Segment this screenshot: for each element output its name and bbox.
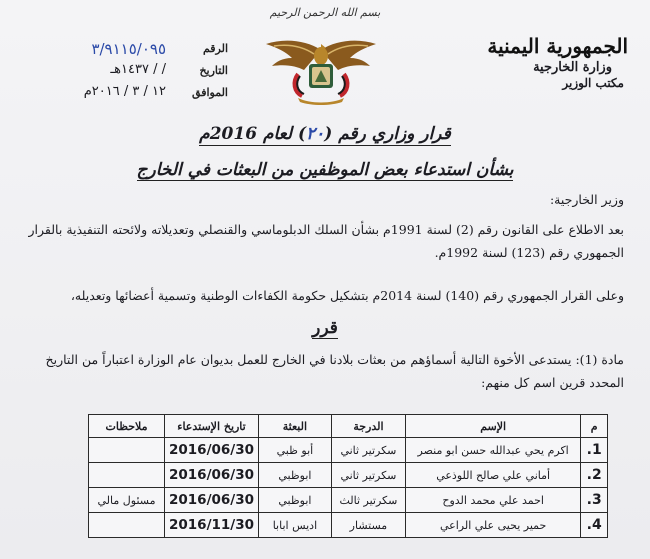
- recall-date: 2016/11/30: [165, 513, 259, 538]
- employee-mission: أبو ظبي: [259, 438, 332, 463]
- employee-rank: سكرتير ثاني: [331, 463, 405, 488]
- col-header-mission: البعثة: [259, 415, 332, 438]
- letterhead: [438, 34, 628, 90]
- employee-name: احمد علي محمد الدوح: [406, 488, 581, 513]
- recall-date: 2016/06/30: [165, 463, 259, 488]
- recall-date: 2016/06/30: [165, 488, 259, 513]
- employee-mission: ابوظبي: [259, 488, 332, 513]
- employee-mission: ابوظبي: [259, 463, 332, 488]
- table-row: [89, 463, 608, 488]
- row-number: 1.: [581, 438, 608, 463]
- gregorian-date-row: [28, 84, 228, 106]
- eagle-emblem-icon: [262, 34, 380, 106]
- employee-rank: سكرتير ثالث: [331, 488, 405, 513]
- table-row: [89, 438, 608, 463]
- decree-reference-paragraph: وعلى القرار الجمهوري رقم (140) لسنة 2014م بتشكيل حكومة الكفاءات الوطنية وتسمية أعضائها وتعديله،: [70, 288, 624, 303]
- recall-date: 2016/06/30: [165, 438, 259, 463]
- table-row: [89, 488, 608, 513]
- resolution-heading: قرر: [312, 318, 338, 338]
- article-one: مادة (1): يستدعى الأخوة التالية أسماؤهم من بعثات بلادنا في الخارج للعمل بديوان عام الوزارة اعتباراً من التاريخ المحدد قرين اسم كل منهم:: [45, 352, 624, 390]
- employee-note: [89, 513, 165, 538]
- basmala: بسم الله الرحمن الرحيم: [269, 6, 381, 19]
- republic-name: الجمهورية اليمنية: [487, 34, 628, 58]
- decree-title: قرار وزاري رقم (٢٠) لعام 2016م: [199, 124, 451, 144]
- employee-name: اكرم يحي عبدالله حسن ابو منصر: [406, 438, 581, 463]
- hijri-date-value: / / ١٤٣٧هـ: [110, 62, 166, 77]
- decree-subtitle: بشأن استدعاء بعض الموظفين من البعثات في الخارج: [136, 160, 514, 180]
- employee-rank: سكرتير ثاني: [331, 438, 405, 463]
- row-number: 4.: [581, 513, 608, 538]
- row-number: 2.: [581, 463, 608, 488]
- employee-name: حمير يحيى علي الراعي: [406, 513, 581, 538]
- reference-block: [28, 40, 228, 106]
- col-header-rank: الدرجة: [331, 415, 405, 438]
- col-header-notes: ملاحظات: [89, 415, 165, 438]
- reference-number-row: [28, 40, 228, 62]
- employee-mission: اديس ابابا: [259, 513, 332, 538]
- col-header-number: م: [581, 415, 608, 438]
- col-header-name: الإسم: [406, 415, 581, 438]
- table-header-row: [89, 415, 608, 438]
- reference-label: الرقم: [202, 42, 228, 55]
- employee-rank: مستشار: [331, 513, 405, 538]
- hijri-date-label: التاريخ: [199, 64, 228, 77]
- office-name: مكتب الوزير: [562, 76, 624, 90]
- recall-table: [88, 414, 608, 538]
- decree-number: ٢٠: [306, 124, 325, 144]
- gregorian-date-label: الموافق: [192, 86, 228, 99]
- col-header-recall-date: تاريخ الإستدعاء: [165, 415, 259, 438]
- addressee: وزير الخارجية:: [549, 192, 624, 207]
- row-number: 3.: [581, 488, 608, 513]
- ministry-name: وزارة الخارجية: [533, 60, 612, 75]
- reference-value: ٣/٩١١٥/٠٩٥: [91, 40, 166, 58]
- employee-note: [89, 438, 165, 463]
- employee-note: مسئول مالي: [89, 488, 165, 513]
- employee-name: أماني علي صالح اللوذعي: [406, 463, 581, 488]
- employee-note: [89, 463, 165, 488]
- table-row: [89, 513, 608, 538]
- hijri-date-row: [28, 62, 228, 84]
- law-reference-paragraph: بعد الاطلاع على القانون رقم (2) لسنة 1991م بشأن السلك الدبلوماسي والقنصلي وتعديلاته ولائحته التنفيذية بالقرار الجمهوري رقم (123) لسنة 1992م.: [28, 222, 624, 260]
- gregorian-date-value: ١٢ / ٣ / ٢٠١٦م: [83, 84, 166, 99]
